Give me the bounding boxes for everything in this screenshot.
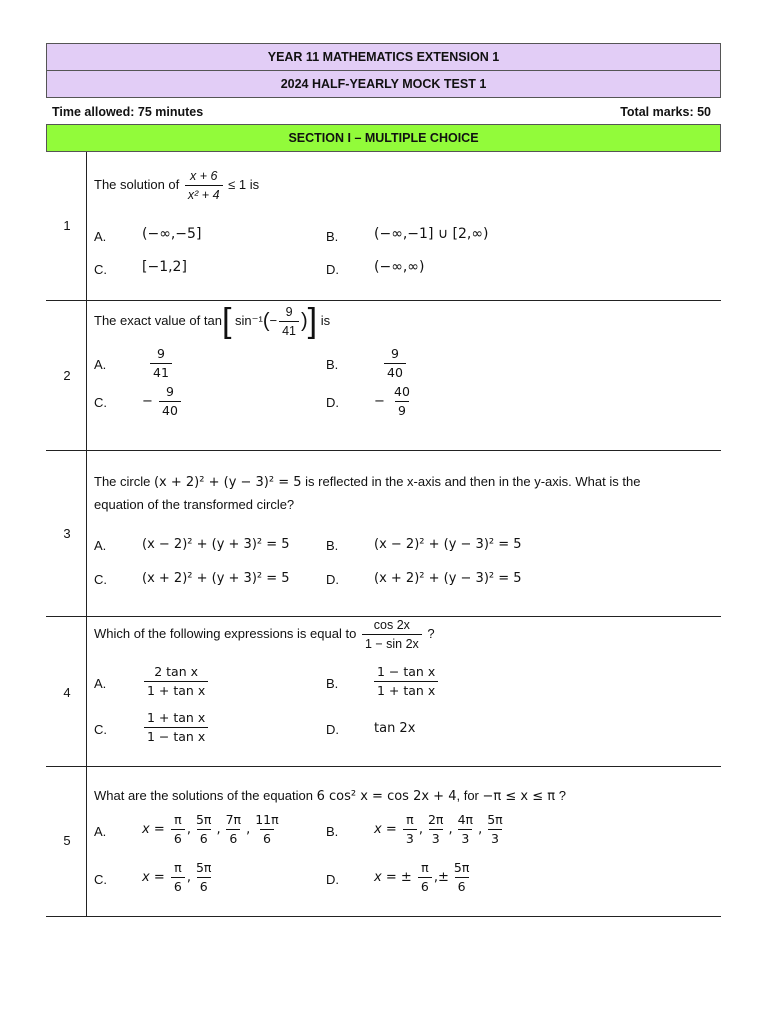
option-label: D. xyxy=(326,395,339,410)
fraction xyxy=(252,812,281,847)
option-label: D. xyxy=(326,262,339,277)
denominator: 6 xyxy=(197,877,211,895)
option-b: $\frac{9}{40}$ xyxy=(382,346,408,381)
option-d xyxy=(374,860,474,895)
numerator: 7π xyxy=(225,812,242,827)
equation-lhs: x = xyxy=(142,822,169,837)
separator: , xyxy=(418,822,423,837)
separator: , xyxy=(448,822,453,837)
option-c: $\frac{\text{1 + tan x}}{\text{1 − tan x}}$ xyxy=(142,710,210,745)
option-label: C. xyxy=(94,872,107,887)
option-d: tan 2x xyxy=(374,721,416,736)
denominator: 3 xyxy=(458,829,472,847)
option-label: C. xyxy=(94,722,107,737)
time-row xyxy=(46,100,721,124)
numerator: 2π xyxy=(427,812,444,827)
fraction xyxy=(193,860,214,895)
separator: , xyxy=(246,822,251,837)
question-stem: Which of the following expressions is equal to $\frac{\cos 2x}{1 - \sin 2x}$ ? xyxy=(94,618,435,651)
option-c: [−1,2] xyxy=(142,259,187,275)
question-stem: The circle (x + 2)² + (y − 3)² = 5 is reflected in the x-axis and then in the y-axis. What is the xyxy=(94,474,641,490)
question-number: 2 xyxy=(63,368,71,383)
numerator: π xyxy=(421,860,429,875)
question-stem: The exact value of tan[ sin⁻¹(− $\frac{9}{41}$ )] is xyxy=(94,302,331,340)
fraction xyxy=(451,860,472,895)
option-b: (−∞,−1] ∪ [2,∞) xyxy=(374,226,489,242)
option-b: $\frac{\text{1 − tan x}}{\text{1 + tan x}}$ xyxy=(372,664,440,699)
stem-fraction: $\frac{\cos 2x}{1 - \sin 2x}$ xyxy=(362,617,422,652)
option-d: (x + 2)² + (y − 3)² = 5 xyxy=(374,571,522,586)
separator: , xyxy=(478,822,483,837)
option-a: (−∞,−5] xyxy=(142,226,202,242)
number-column-divider xyxy=(86,152,87,917)
option-label: B. xyxy=(326,824,339,839)
option-label: C. xyxy=(94,262,107,277)
equation-lhs: x = ± xyxy=(374,870,416,885)
row-divider xyxy=(46,916,721,917)
separator: , xyxy=(216,822,221,837)
numerator: 4π xyxy=(457,812,474,827)
option-label: A. xyxy=(94,824,107,839)
option-a: $\frac{\text{2 tan x}}{\text{1 + tan x}}$ xyxy=(142,664,210,699)
time-allowed: Time allowed: 75 minutes xyxy=(52,105,204,119)
row-divider xyxy=(46,450,721,451)
denominator: 3 xyxy=(488,829,502,847)
option-c xyxy=(142,860,216,895)
question-number: 5 xyxy=(63,833,71,848)
option-label: A. xyxy=(94,538,107,553)
denominator: 6 xyxy=(226,829,240,847)
row-divider xyxy=(46,766,721,767)
numerator: 5π xyxy=(195,812,212,827)
question-number: 1 xyxy=(63,218,71,233)
section-heading: SECTION I – MULTIPLE CHOICE xyxy=(46,124,721,152)
fraction xyxy=(171,812,185,847)
fraction xyxy=(484,812,505,847)
denominator: 6 xyxy=(171,877,185,895)
option-label: C. xyxy=(94,572,107,587)
option-c: (x + 2)² + (y + 3)² = 5 xyxy=(142,571,290,586)
numerator: 5π xyxy=(453,860,470,875)
option-label: B. xyxy=(326,357,339,372)
stem-fraction: $\frac{9}{41}$ xyxy=(279,304,299,339)
option-a: $\frac{9}{41}$ xyxy=(148,346,174,381)
numerator: π xyxy=(406,812,414,827)
numerator: π xyxy=(174,860,182,875)
denominator: 6 xyxy=(418,877,432,895)
denominator: 6 xyxy=(260,829,274,847)
test-subtitle: 2024 HALF-YEARLY MOCK TEST 1 xyxy=(46,70,721,98)
option-c: − $\frac{9}{40}$ xyxy=(142,384,183,419)
question-stem-line-2: equation of the transformed circle? xyxy=(94,497,295,512)
row-divider xyxy=(46,300,721,301)
stem-fraction: $\frac{x + 6}{\text{x² + 4}}$ xyxy=(185,168,223,203)
denominator: 6 xyxy=(197,829,211,847)
numerator: 5π xyxy=(487,812,503,827)
option-label: D. xyxy=(326,872,339,887)
option-d: − $\frac{40}{9}$ xyxy=(374,384,410,418)
question-stem: The solution of $\frac{x + 6}{\text{x² + 4}}$ ≤ 1 is xyxy=(94,169,260,202)
denominator: 3 xyxy=(429,829,443,847)
numerator: 11π xyxy=(255,812,279,827)
question-number: 3 xyxy=(63,526,71,541)
fraction xyxy=(223,812,244,847)
option-label: D. xyxy=(326,572,339,587)
numerator: π xyxy=(174,812,182,827)
total-marks: Total marks: 50 xyxy=(620,105,711,119)
fraction xyxy=(193,812,214,847)
question-stem: What are the solutions of the equation 6 cos² x = cos 2x + 4, for −π ≤ x ≤ π ? xyxy=(94,788,566,804)
fraction xyxy=(425,812,446,847)
option-label: A. xyxy=(94,357,107,372)
option-a: (x − 2)² + (y + 3)² = 5 xyxy=(142,537,290,552)
fraction xyxy=(418,860,432,895)
option-label: B. xyxy=(326,229,339,244)
option-label: B. xyxy=(326,676,339,691)
separator: ,± xyxy=(433,870,449,885)
option-d: (−∞,∞) xyxy=(374,259,425,275)
equation-lhs: x = xyxy=(142,870,169,885)
option-label: B. xyxy=(326,538,339,553)
option-b: (x − 2)² + (y − 3)² = 5 xyxy=(374,537,522,552)
option-label: A. xyxy=(94,229,107,244)
fraction xyxy=(403,812,417,847)
separator: , xyxy=(186,822,191,837)
option-label: A. xyxy=(94,676,107,691)
option-a xyxy=(142,812,284,847)
option-label: C. xyxy=(94,395,107,410)
fraction xyxy=(455,812,476,847)
denominator: 6 xyxy=(455,877,469,895)
separator: , xyxy=(186,870,191,885)
question-number: 4 xyxy=(63,685,71,700)
option-b xyxy=(374,812,508,847)
numerator: 5π xyxy=(195,860,212,875)
denominator: 3 xyxy=(403,829,417,847)
option-label: D. xyxy=(326,722,339,737)
fraction xyxy=(171,860,185,895)
denominator: 6 xyxy=(171,829,185,847)
page-title: YEAR 11 MATHEMATICS EXTENSION 1 xyxy=(46,43,721,71)
equation-lhs: x = xyxy=(374,822,401,837)
